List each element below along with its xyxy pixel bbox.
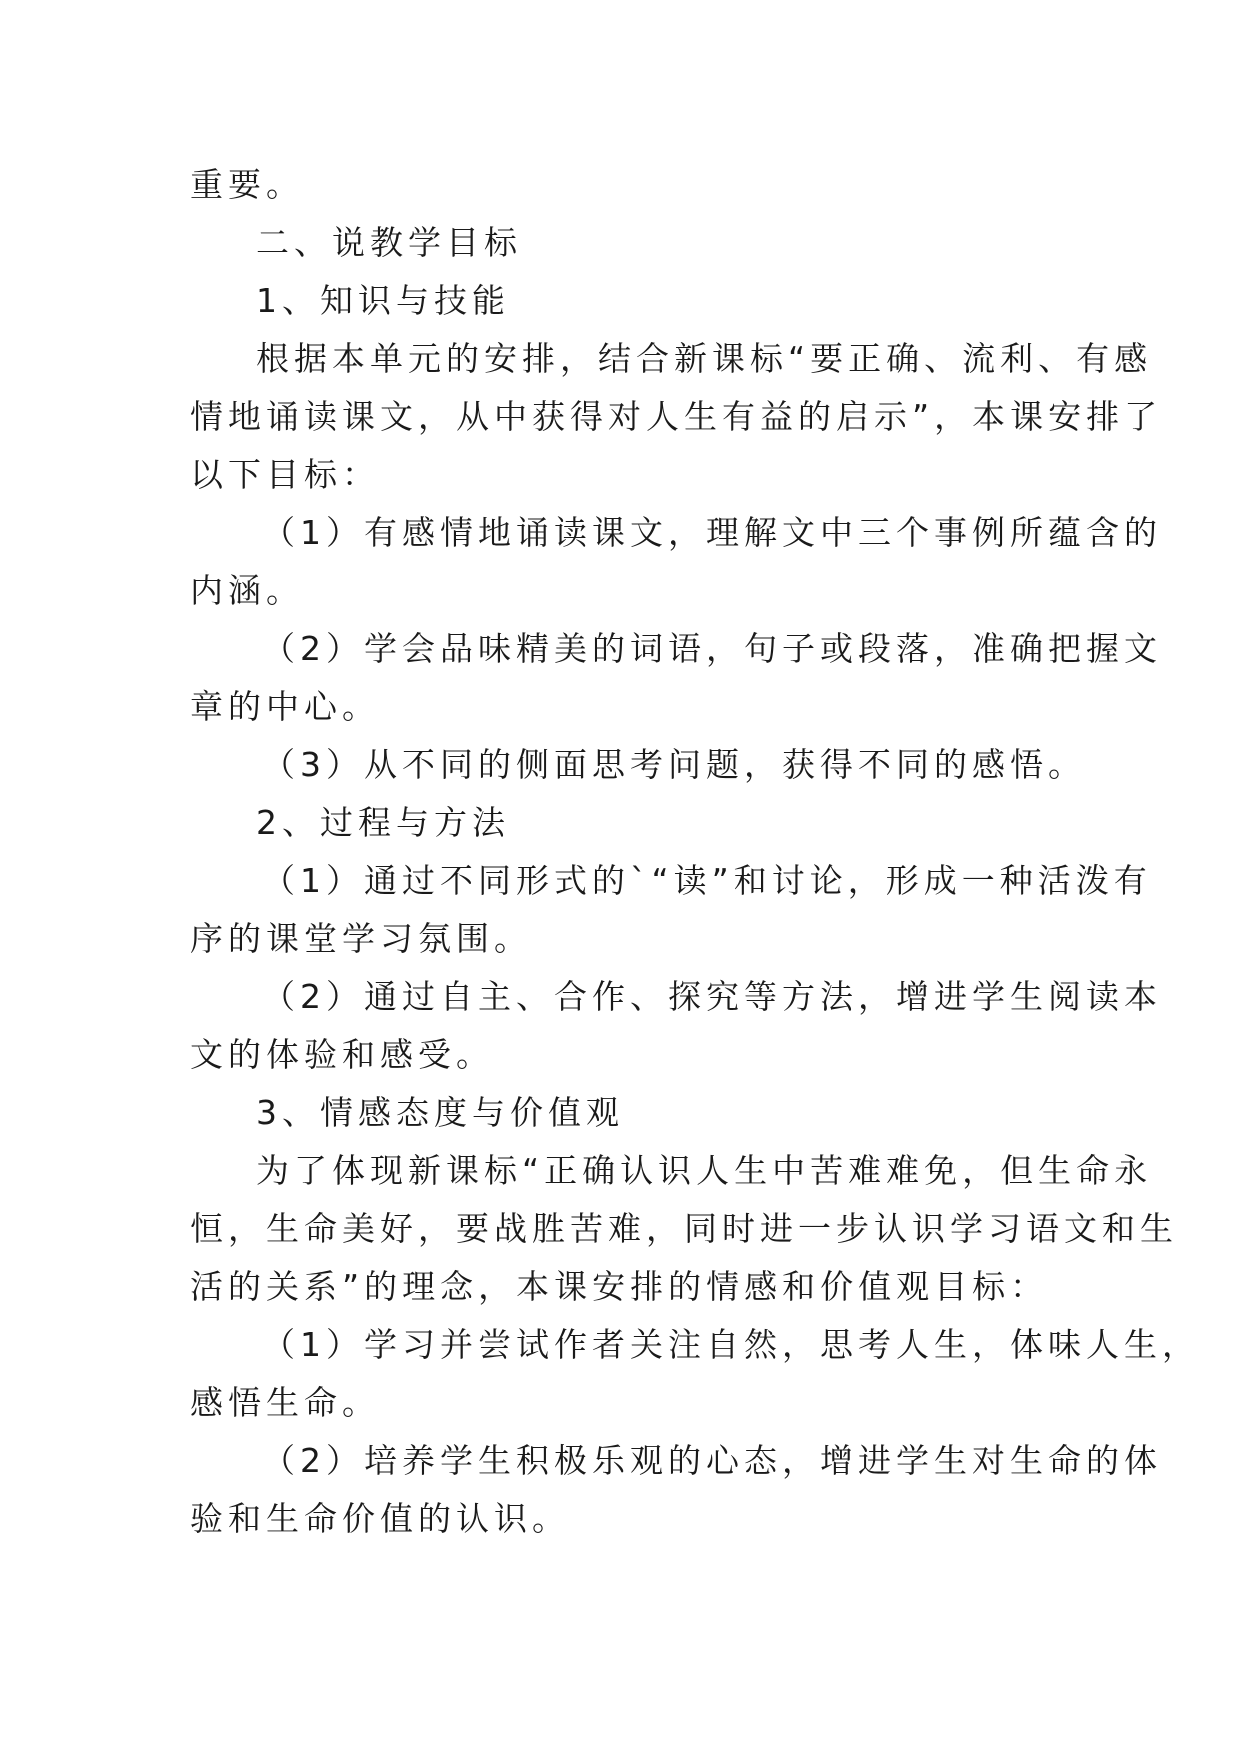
text-line: 为了体现新课标“正确认识人生中苦难难免，但生命永 <box>256 1151 1153 1190</box>
subsection-heading: 2、过程与方法 <box>256 803 510 842</box>
list-item: （1）学习并尝试作者关注自然，思考人生，体味人生， <box>262 1325 1200 1364</box>
list-item: （1）有感情地诵读课文，理解文中三个事例所蕴含的 <box>262 513 1162 552</box>
text-line: 验和生命价值的认识。 <box>190 1499 570 1538</box>
text-line: 内涵。 <box>190 571 304 610</box>
text-line: 重要。 <box>190 165 304 204</box>
text-line: 根据本单元的安排，结合新课标“要正确、流利、有感 <box>256 339 1153 378</box>
list-item: （2）通过自主、合作、探究等方法，增进学生阅读本 <box>262 977 1162 1016</box>
text-line: 感悟生命。 <box>190 1383 380 1422</box>
section-heading: 二、说教学目标 <box>256 223 522 262</box>
text-line: 序的课堂学习氛围。 <box>190 919 532 958</box>
text-line: 情地诵读课文，从中获得对人生有益的启示”，本课安排了 <box>190 397 1163 436</box>
subsection-heading: 1、知识与技能 <box>256 281 510 320</box>
text-line: 恒，生命美好，要战胜苦难，同时进一步认识学习语文和生 <box>190 1209 1178 1248</box>
subsection-heading: 3、情感态度与价值观 <box>256 1093 624 1132</box>
text-line: 文的体验和感受。 <box>190 1035 494 1074</box>
text-line: 章的中心。 <box>190 687 380 726</box>
text-line: 活的关系”的理念，本课安排的情感和价值观目标： <box>190 1267 1049 1306</box>
list-item: （2）学会品味精美的词语，句子或段落，准确把握文 <box>262 629 1162 668</box>
list-item: （3）从不同的侧面思考问题，获得不同的感悟。 <box>262 745 1086 784</box>
list-item: （1）通过不同形式的`“读”和讨论，形成一种活泼有 <box>262 861 1152 900</box>
list-item: （2）培养学生积极乐观的心态，增进学生对生命的体 <box>262 1441 1162 1480</box>
text-line: 以下目标： <box>190 455 380 494</box>
